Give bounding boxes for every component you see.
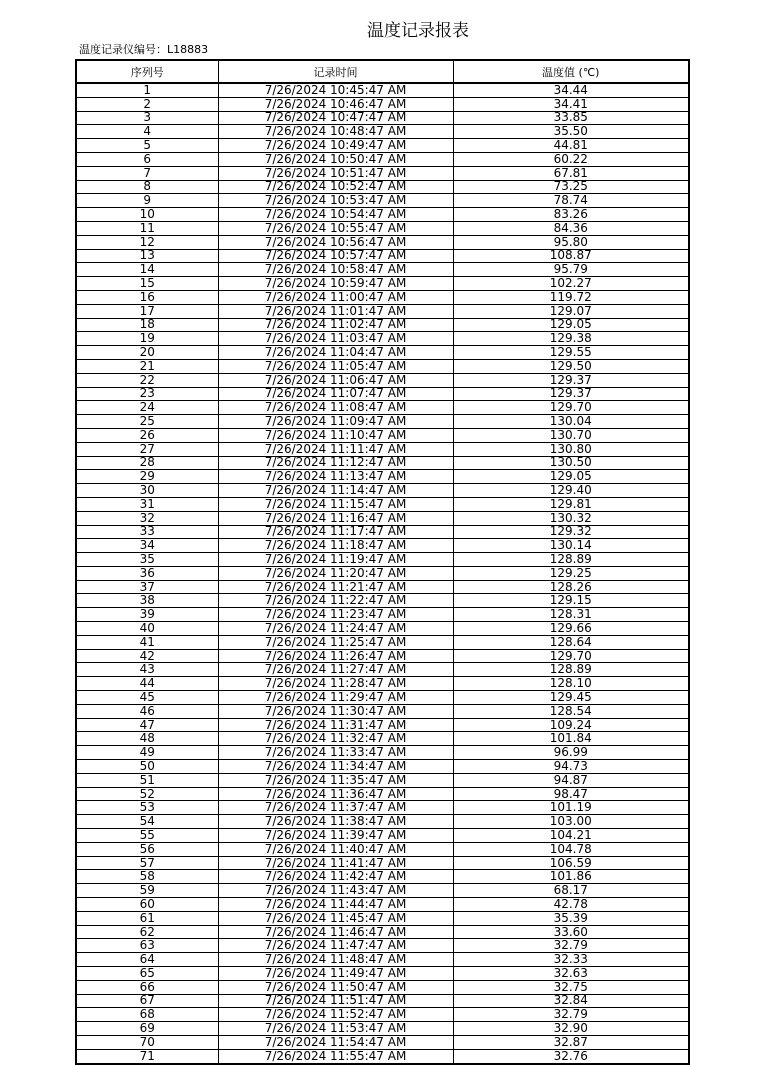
cell-time: 7/26/2024 11:52:47 AM: [218, 1008, 453, 1022]
cell-temperature: 129.70: [453, 649, 689, 663]
cell-serial: 4: [76, 125, 218, 139]
table-row: [76, 428, 689, 442]
table-row: [76, 194, 689, 208]
cell-time: 7/26/2024 11:00:47 AM: [218, 290, 453, 304]
cell-temperature: 129.38: [453, 332, 689, 346]
cell-temperature: 128.31: [453, 608, 689, 622]
cell-temperature: 109.24: [453, 718, 689, 732]
column-header-time: 记录时间: [218, 60, 453, 83]
table-row: [76, 208, 689, 222]
cell-serial: 54: [76, 815, 218, 829]
cell-time: 7/26/2024 11:20:47 AM: [218, 566, 453, 580]
cell-time: 7/26/2024 11:53:47 AM: [218, 1022, 453, 1036]
temperature-table: [75, 59, 690, 1065]
table-row: [76, 97, 689, 111]
cell-time: 7/26/2024 10:51:47 AM: [218, 166, 453, 180]
cell-serial: 1: [76, 83, 218, 97]
table-row: [76, 787, 689, 801]
table-row: [76, 346, 689, 360]
cell-time: 7/26/2024 10:53:47 AM: [218, 194, 453, 208]
table-row: [76, 773, 689, 787]
cell-temperature: 33.85: [453, 111, 689, 125]
cell-temperature: 101.84: [453, 732, 689, 746]
cell-temperature: 35.50: [453, 125, 689, 139]
cell-temperature: 106.59: [453, 856, 689, 870]
cell-serial: 52: [76, 787, 218, 801]
cell-time: 7/26/2024 11:36:47 AM: [218, 787, 453, 801]
cell-serial: 61: [76, 911, 218, 925]
table-row: [76, 304, 689, 318]
cell-serial: 44: [76, 677, 218, 691]
cell-time: 7/26/2024 11:21:47 AM: [218, 580, 453, 594]
cell-temperature: 60.22: [453, 152, 689, 166]
cell-serial: 33: [76, 525, 218, 539]
cell-serial: 62: [76, 925, 218, 939]
cell-serial: 11: [76, 221, 218, 235]
cell-time: 7/26/2024 11:05:47 AM: [218, 359, 453, 373]
cell-time: 7/26/2024 11:43:47 AM: [218, 884, 453, 898]
cell-serial: 49: [76, 746, 218, 760]
table-row: [76, 235, 689, 249]
cell-serial: 2: [76, 97, 218, 111]
cell-serial: 70: [76, 1035, 218, 1049]
cell-serial: 35: [76, 553, 218, 567]
cell-temperature: 130.14: [453, 539, 689, 553]
cell-temperature: 128.64: [453, 635, 689, 649]
cell-time: 7/26/2024 11:24:47 AM: [218, 622, 453, 636]
cell-time: 7/26/2024 11:45:47 AM: [218, 911, 453, 925]
cell-temperature: 32.84: [453, 994, 689, 1008]
cell-temperature: 130.70: [453, 428, 689, 442]
cell-temperature: 34.41: [453, 97, 689, 111]
cell-temperature: 32.76: [453, 1049, 689, 1063]
cell-serial: 18: [76, 318, 218, 332]
table-row: [76, 898, 689, 912]
cell-time: 7/26/2024 11:31:47 AM: [218, 718, 453, 732]
table-row: [76, 594, 689, 608]
cell-temperature: 129.07: [453, 304, 689, 318]
cell-serial: 32: [76, 511, 218, 525]
table-body: [76, 83, 689, 1064]
cell-temperature: 83.26: [453, 208, 689, 222]
cell-serial: 51: [76, 773, 218, 787]
cell-temperature: 101.86: [453, 870, 689, 884]
cell-serial: 19: [76, 332, 218, 346]
table-row: [76, 746, 689, 760]
cell-temperature: 129.45: [453, 691, 689, 705]
cell-serial: 24: [76, 401, 218, 415]
table-row: [76, 815, 689, 829]
cell-time: 7/26/2024 10:56:47 AM: [218, 235, 453, 249]
cell-temperature: 129.40: [453, 484, 689, 498]
cell-serial: 8: [76, 180, 218, 194]
table-row: [76, 442, 689, 456]
cell-time: 7/26/2024 11:26:47 AM: [218, 649, 453, 663]
cell-serial: 57: [76, 856, 218, 870]
table-row: [76, 1049, 689, 1063]
table-row: [76, 553, 689, 567]
table-row: [76, 525, 689, 539]
cell-time: 7/26/2024 10:48:47 AM: [218, 125, 453, 139]
cell-temperature: 32.79: [453, 939, 689, 953]
cell-time: 7/26/2024 11:22:47 AM: [218, 594, 453, 608]
cell-time: 7/26/2024 11:51:47 AM: [218, 994, 453, 1008]
table-row: [76, 856, 689, 870]
cell-temperature: 129.70: [453, 401, 689, 415]
cell-serial: 17: [76, 304, 218, 318]
table-row: [76, 332, 689, 346]
cell-serial: 43: [76, 663, 218, 677]
cell-temperature: 42.78: [453, 898, 689, 912]
cell-temperature: 32.79: [453, 1008, 689, 1022]
cell-time: 7/26/2024 11:28:47 AM: [218, 677, 453, 691]
table-row: [76, 608, 689, 622]
cell-time: 7/26/2024 11:06:47 AM: [218, 373, 453, 387]
table-row: [76, 801, 689, 815]
table-row: [76, 718, 689, 732]
cell-serial: 5: [76, 139, 218, 153]
table-row: [76, 663, 689, 677]
table-row: [76, 622, 689, 636]
cell-temperature: 98.47: [453, 787, 689, 801]
cell-time: 7/26/2024 11:01:47 AM: [218, 304, 453, 318]
table-row: [76, 539, 689, 553]
table-row: [76, 497, 689, 511]
cell-serial: 36: [76, 566, 218, 580]
cell-serial: 30: [76, 484, 218, 498]
cell-time: 7/26/2024 11:38:47 AM: [218, 815, 453, 829]
table-row: [76, 139, 689, 153]
cell-serial: 64: [76, 953, 218, 967]
cell-time: 7/26/2024 11:12:47 AM: [218, 456, 453, 470]
cell-time: 7/26/2024 11:29:47 AM: [218, 691, 453, 705]
cell-temperature: 68.17: [453, 884, 689, 898]
report-title: 温度记录报表: [367, 21, 469, 41]
cell-temperature: 96.99: [453, 746, 689, 760]
cell-time: 7/26/2024 11:23:47 AM: [218, 608, 453, 622]
logger-id-label: 温度记录仪编号：L18883: [79, 43, 209, 56]
cell-temperature: 32.87: [453, 1035, 689, 1049]
cell-temperature: 129.25: [453, 566, 689, 580]
cell-time: 7/26/2024 10:57:47 AM: [218, 249, 453, 263]
cell-time: 7/26/2024 11:30:47 AM: [218, 704, 453, 718]
cell-serial: 34: [76, 539, 218, 553]
table-row: [76, 290, 689, 304]
cell-temperature: 128.10: [453, 677, 689, 691]
cell-temperature: 102.27: [453, 277, 689, 291]
table-row: [76, 318, 689, 332]
cell-serial: 53: [76, 801, 218, 815]
cell-time: 7/26/2024 10:45:47 AM: [218, 83, 453, 97]
cell-temperature: 129.32: [453, 525, 689, 539]
cell-serial: 15: [76, 277, 218, 291]
cell-temperature: 95.79: [453, 263, 689, 277]
cell-serial: 71: [76, 1049, 218, 1063]
cell-time: 7/26/2024 11:49:47 AM: [218, 967, 453, 981]
table-row: [76, 470, 689, 484]
table-row: [76, 484, 689, 498]
cell-serial: 60: [76, 898, 218, 912]
cell-serial: 31: [76, 497, 218, 511]
cell-time: 7/26/2024 10:59:47 AM: [218, 277, 453, 291]
cell-temperature: 94.87: [453, 773, 689, 787]
cell-time: 7/26/2024 11:16:47 AM: [218, 511, 453, 525]
cell-temperature: 108.87: [453, 249, 689, 263]
cell-time: 7/26/2024 10:46:47 AM: [218, 97, 453, 111]
cell-temperature: 129.81: [453, 497, 689, 511]
cell-temperature: 129.05: [453, 318, 689, 332]
cell-temperature: 104.78: [453, 842, 689, 856]
cell-time: 7/26/2024 11:37:47 AM: [218, 801, 453, 815]
cell-temperature: 130.32: [453, 511, 689, 525]
cell-serial: 56: [76, 842, 218, 856]
cell-serial: 42: [76, 649, 218, 663]
cell-serial: 65: [76, 967, 218, 981]
cell-temperature: 101.19: [453, 801, 689, 815]
cell-time: 7/26/2024 11:03:47 AM: [218, 332, 453, 346]
table-row: [76, 83, 689, 97]
cell-time: 7/26/2024 10:50:47 AM: [218, 152, 453, 166]
cell-time: 7/26/2024 10:49:47 AM: [218, 139, 453, 153]
table-row: [76, 566, 689, 580]
table-row: [76, 691, 689, 705]
cell-time: 7/26/2024 10:47:47 AM: [218, 111, 453, 125]
cell-temperature: 128.89: [453, 663, 689, 677]
cell-time: 7/26/2024 11:47:47 AM: [218, 939, 453, 953]
table-row: [76, 911, 689, 925]
table-row: [76, 870, 689, 884]
cell-serial: 9: [76, 194, 218, 208]
cell-time: 7/26/2024 10:55:47 AM: [218, 221, 453, 235]
cell-time: 7/26/2024 11:54:47 AM: [218, 1035, 453, 1049]
cell-serial: 20: [76, 346, 218, 360]
cell-serial: 48: [76, 732, 218, 746]
cell-temperature: 129.37: [453, 387, 689, 401]
cell-time: 7/26/2024 10:52:47 AM: [218, 180, 453, 194]
table-row: [76, 401, 689, 415]
cell-time: 7/26/2024 11:35:47 AM: [218, 773, 453, 787]
cell-time: 7/26/2024 11:42:47 AM: [218, 870, 453, 884]
cell-temperature: 73.25: [453, 180, 689, 194]
cell-time: 7/26/2024 11:27:47 AM: [218, 663, 453, 677]
cell-time: 7/26/2024 11:13:47 AM: [218, 470, 453, 484]
cell-time: 7/26/2024 11:55:47 AM: [218, 1049, 453, 1063]
cell-time: 7/26/2024 11:15:47 AM: [218, 497, 453, 511]
cell-time: 7/26/2024 11:41:47 AM: [218, 856, 453, 870]
cell-temperature: 129.37: [453, 373, 689, 387]
cell-serial: 39: [76, 608, 218, 622]
cell-serial: 40: [76, 622, 218, 636]
cell-time: 7/26/2024 11:02:47 AM: [218, 318, 453, 332]
table-row: [76, 125, 689, 139]
cell-serial: 25: [76, 415, 218, 429]
cell-serial: 10: [76, 208, 218, 222]
cell-temperature: 128.54: [453, 704, 689, 718]
cell-temperature: 78.74: [453, 194, 689, 208]
cell-temperature: 129.05: [453, 470, 689, 484]
cell-temperature: 130.04: [453, 415, 689, 429]
cell-serial: 66: [76, 980, 218, 994]
cell-temperature: 128.26: [453, 580, 689, 594]
table-row: [76, 456, 689, 470]
cell-serial: 38: [76, 594, 218, 608]
table-row: [76, 1035, 689, 1049]
table-row: [76, 166, 689, 180]
cell-temperature: 129.50: [453, 359, 689, 373]
cell-time: 7/26/2024 11:04:47 AM: [218, 346, 453, 360]
cell-time: 7/26/2024 11:32:47 AM: [218, 732, 453, 746]
cell-serial: 13: [76, 249, 218, 263]
table-row: [76, 373, 689, 387]
table-row: [76, 415, 689, 429]
cell-serial: 59: [76, 884, 218, 898]
cell-time: 7/26/2024 10:54:47 AM: [218, 208, 453, 222]
table-row: [76, 249, 689, 263]
cell-serial: 41: [76, 635, 218, 649]
cell-serial: 55: [76, 829, 218, 843]
cell-temperature: 119.72: [453, 290, 689, 304]
cell-temperature: 130.50: [453, 456, 689, 470]
table-row: [76, 635, 689, 649]
cell-temperature: 35.39: [453, 911, 689, 925]
cell-time: 7/26/2024 11:50:47 AM: [218, 980, 453, 994]
cell-temperature: 32.63: [453, 967, 689, 981]
cell-serial: 29: [76, 470, 218, 484]
table-row: [76, 580, 689, 594]
cell-temperature: 33.60: [453, 925, 689, 939]
cell-serial: 37: [76, 580, 218, 594]
table-row: [76, 953, 689, 967]
cell-time: 7/26/2024 11:18:47 AM: [218, 539, 453, 553]
cell-serial: 26: [76, 428, 218, 442]
table-row: [76, 677, 689, 691]
table-row: [76, 925, 689, 939]
cell-temperature: 103.00: [453, 815, 689, 829]
cell-temperature: 94.73: [453, 760, 689, 774]
cell-temperature: 84.36: [453, 221, 689, 235]
table-row: [76, 829, 689, 843]
cell-serial: 47: [76, 718, 218, 732]
cell-temperature: 32.75: [453, 980, 689, 994]
table-row: [76, 967, 689, 981]
cell-time: 7/26/2024 11:07:47 AM: [218, 387, 453, 401]
cell-serial: 28: [76, 456, 218, 470]
cell-temperature: 128.89: [453, 553, 689, 567]
table-row: [76, 649, 689, 663]
table-header-row: [76, 60, 689, 83]
cell-serial: 22: [76, 373, 218, 387]
cell-time: 7/26/2024 10:58:47 AM: [218, 263, 453, 277]
table-row: [76, 760, 689, 774]
table-row: [76, 152, 689, 166]
table-row: [76, 511, 689, 525]
cell-serial: 6: [76, 152, 218, 166]
table-row: [76, 180, 689, 194]
cell-time: 7/26/2024 11:14:47 AM: [218, 484, 453, 498]
cell-temperature: 129.55: [453, 346, 689, 360]
cell-time: 7/26/2024 11:08:47 AM: [218, 401, 453, 415]
table-row: [76, 704, 689, 718]
table-row: [76, 277, 689, 291]
cell-time: 7/26/2024 11:11:47 AM: [218, 442, 453, 456]
cell-temperature: 34.44: [453, 83, 689, 97]
cell-temperature: 95.80: [453, 235, 689, 249]
cell-serial: 12: [76, 235, 218, 249]
cell-temperature: 32.33: [453, 953, 689, 967]
cell-serial: 16: [76, 290, 218, 304]
table-row: [76, 732, 689, 746]
cell-serial: 46: [76, 704, 218, 718]
cell-serial: 68: [76, 1008, 218, 1022]
cell-serial: 7: [76, 166, 218, 180]
cell-serial: 67: [76, 994, 218, 1008]
cell-temperature: 129.15: [453, 594, 689, 608]
cell-serial: 69: [76, 1022, 218, 1036]
cell-time: 7/26/2024 11:46:47 AM: [218, 925, 453, 939]
table-row: [76, 263, 689, 277]
table-row: [76, 939, 689, 953]
table-row: [76, 111, 689, 125]
cell-serial: 50: [76, 760, 218, 774]
cell-time: 7/26/2024 11:40:47 AM: [218, 842, 453, 856]
cell-temperature: 67.81: [453, 166, 689, 180]
cell-temperature: 129.66: [453, 622, 689, 636]
cell-temperature: 44.81: [453, 139, 689, 153]
table-row: [76, 884, 689, 898]
column-header-serial: 序列号: [76, 60, 218, 83]
cell-serial: 27: [76, 442, 218, 456]
table-row: [76, 359, 689, 373]
table-row: [76, 980, 689, 994]
cell-serial: 3: [76, 111, 218, 125]
cell-time: 7/26/2024 11:17:47 AM: [218, 525, 453, 539]
cell-serial: 21: [76, 359, 218, 373]
cell-serial: 58: [76, 870, 218, 884]
cell-time: 7/26/2024 11:19:47 AM: [218, 553, 453, 567]
cell-time: 7/26/2024 11:48:47 AM: [218, 953, 453, 967]
cell-time: 7/26/2024 11:44:47 AM: [218, 898, 453, 912]
cell-time: 7/26/2024 11:10:47 AM: [218, 428, 453, 442]
cell-time: 7/26/2024 11:39:47 AM: [218, 829, 453, 843]
table-row: [76, 387, 689, 401]
column-header-temperature: 温度值 (℃): [453, 60, 689, 83]
cell-serial: 45: [76, 691, 218, 705]
cell-serial: 14: [76, 263, 218, 277]
cell-serial: 23: [76, 387, 218, 401]
cell-time: 7/26/2024 11:09:47 AM: [218, 415, 453, 429]
table-row: [76, 221, 689, 235]
cell-serial: 63: [76, 939, 218, 953]
table-row: [76, 1008, 689, 1022]
table-row: [76, 842, 689, 856]
cell-temperature: 130.80: [453, 442, 689, 456]
cell-temperature: 32.90: [453, 1022, 689, 1036]
cell-time: 7/26/2024 11:34:47 AM: [218, 760, 453, 774]
cell-time: 7/26/2024 11:25:47 AM: [218, 635, 453, 649]
cell-temperature: 104.21: [453, 829, 689, 843]
table-row: [76, 994, 689, 1008]
cell-time: 7/26/2024 11:33:47 AM: [218, 746, 453, 760]
